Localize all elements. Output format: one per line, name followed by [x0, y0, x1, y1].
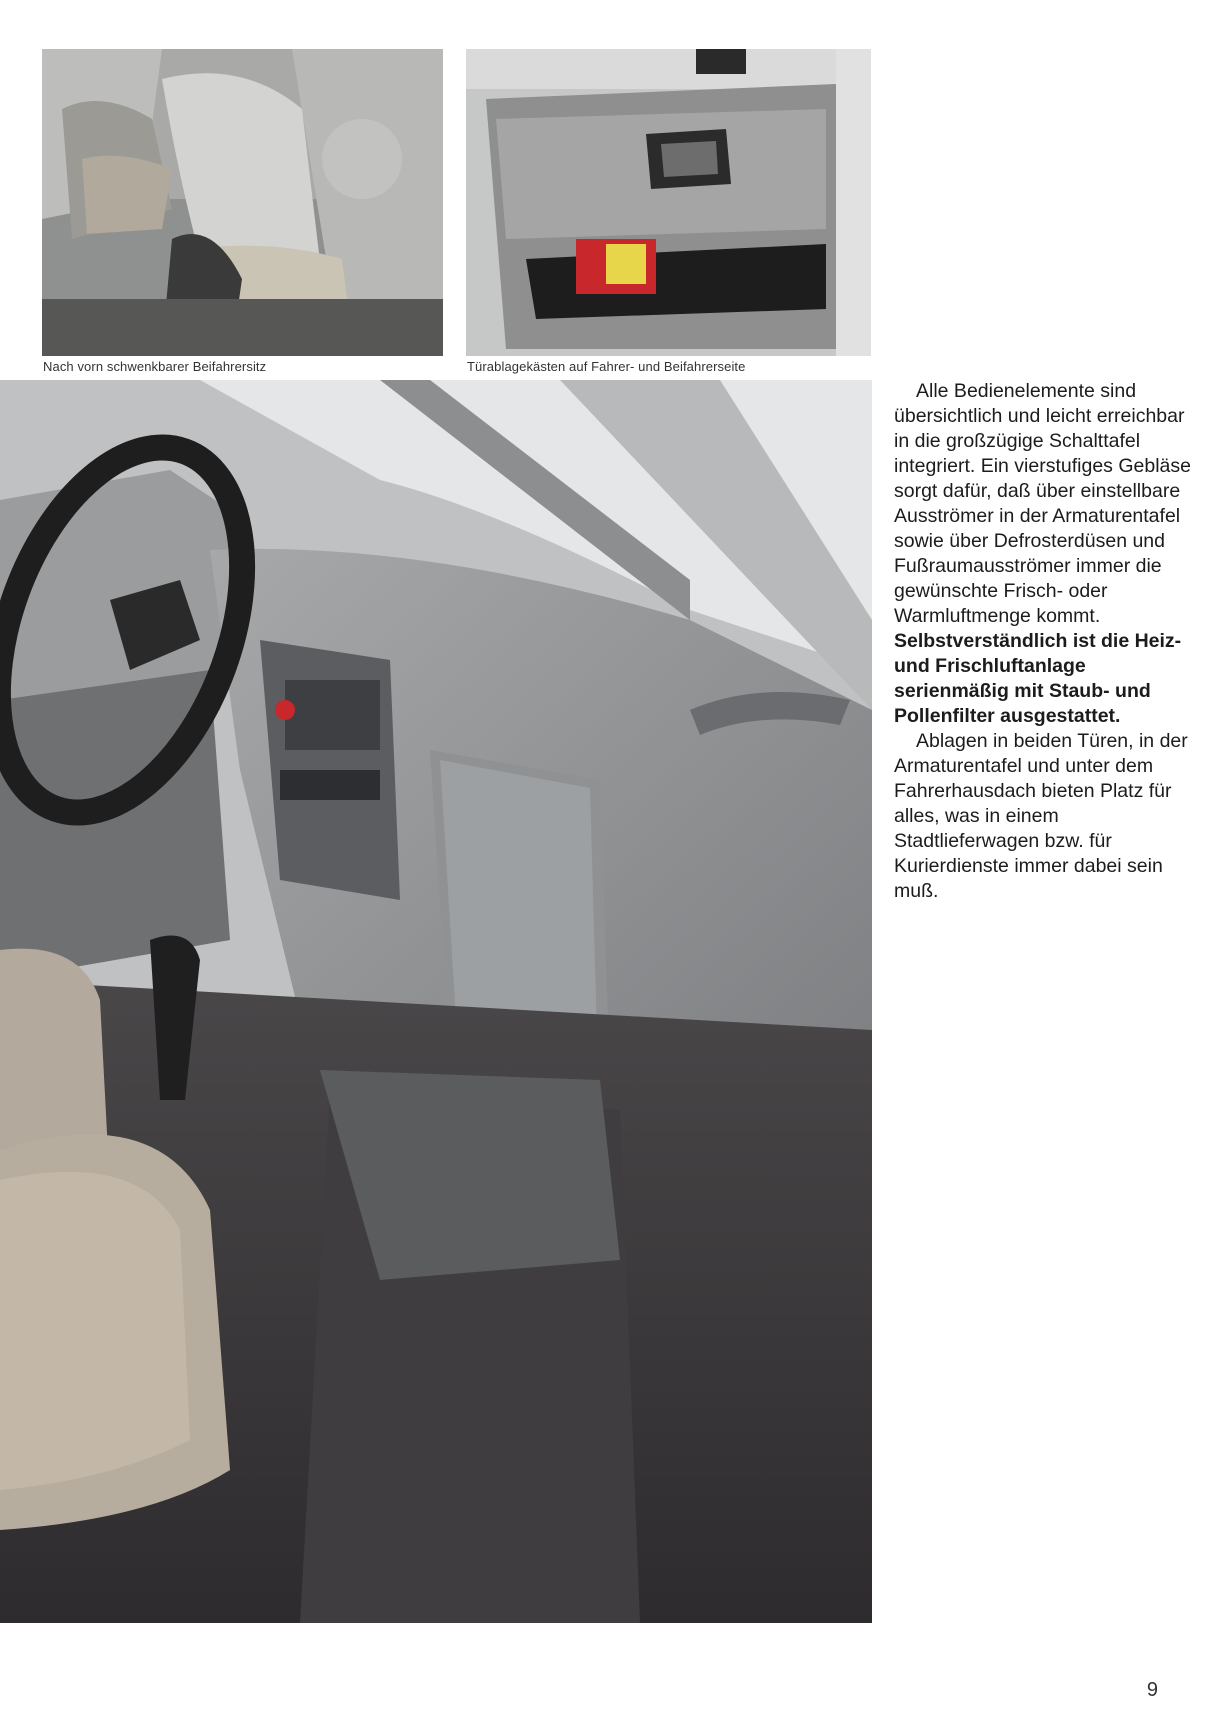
paragraph-storage: Ablagen in beiden Türen, in der Armaturentafel und unter dem Fahrerhausdach bieten Platz für alles, was in einem Stadtlieferwagen bzw. für Kurierdienste immer dabei sein muß.: [894, 730, 1188, 902]
seat-photo-caption: Nach vorn schwenkbarer Beifahrersitz: [43, 359, 267, 374]
paragraph-filter-highlight: Selbstverständlich ist die Heiz- und Frischluftanlage serienmäßig mit Staub- und Pollenfilter ausgestattet.: [894, 630, 1182, 727]
passenger-seat-photo: [42, 49, 443, 356]
paragraph-ventilation: [894, 379, 1194, 729]
body-text-column: [894, 379, 1194, 904]
door-photo-caption: Türablagekästen auf Fahrer- und Beifahrerseite: [467, 359, 746, 374]
paragraph-ventilation-text: Alle Bedienelemente sind übersichtlich und leicht erreichbar in die großzügige Schalttafel integriert. Ein vierstufiges Gebläse sorgt dafür, daß über einstellbare Ausströmer in der Armaturentafel sowie über Defrosterdüsen und Fußraumausströmer immer die gewünschte Frisch- oder Warmluftmenge kommt.: [894, 380, 1191, 627]
page-number: 9: [1146, 1679, 1158, 1701]
dashboard-cockpit-photo: [0, 380, 872, 1623]
door-panel-photo: [466, 49, 871, 356]
